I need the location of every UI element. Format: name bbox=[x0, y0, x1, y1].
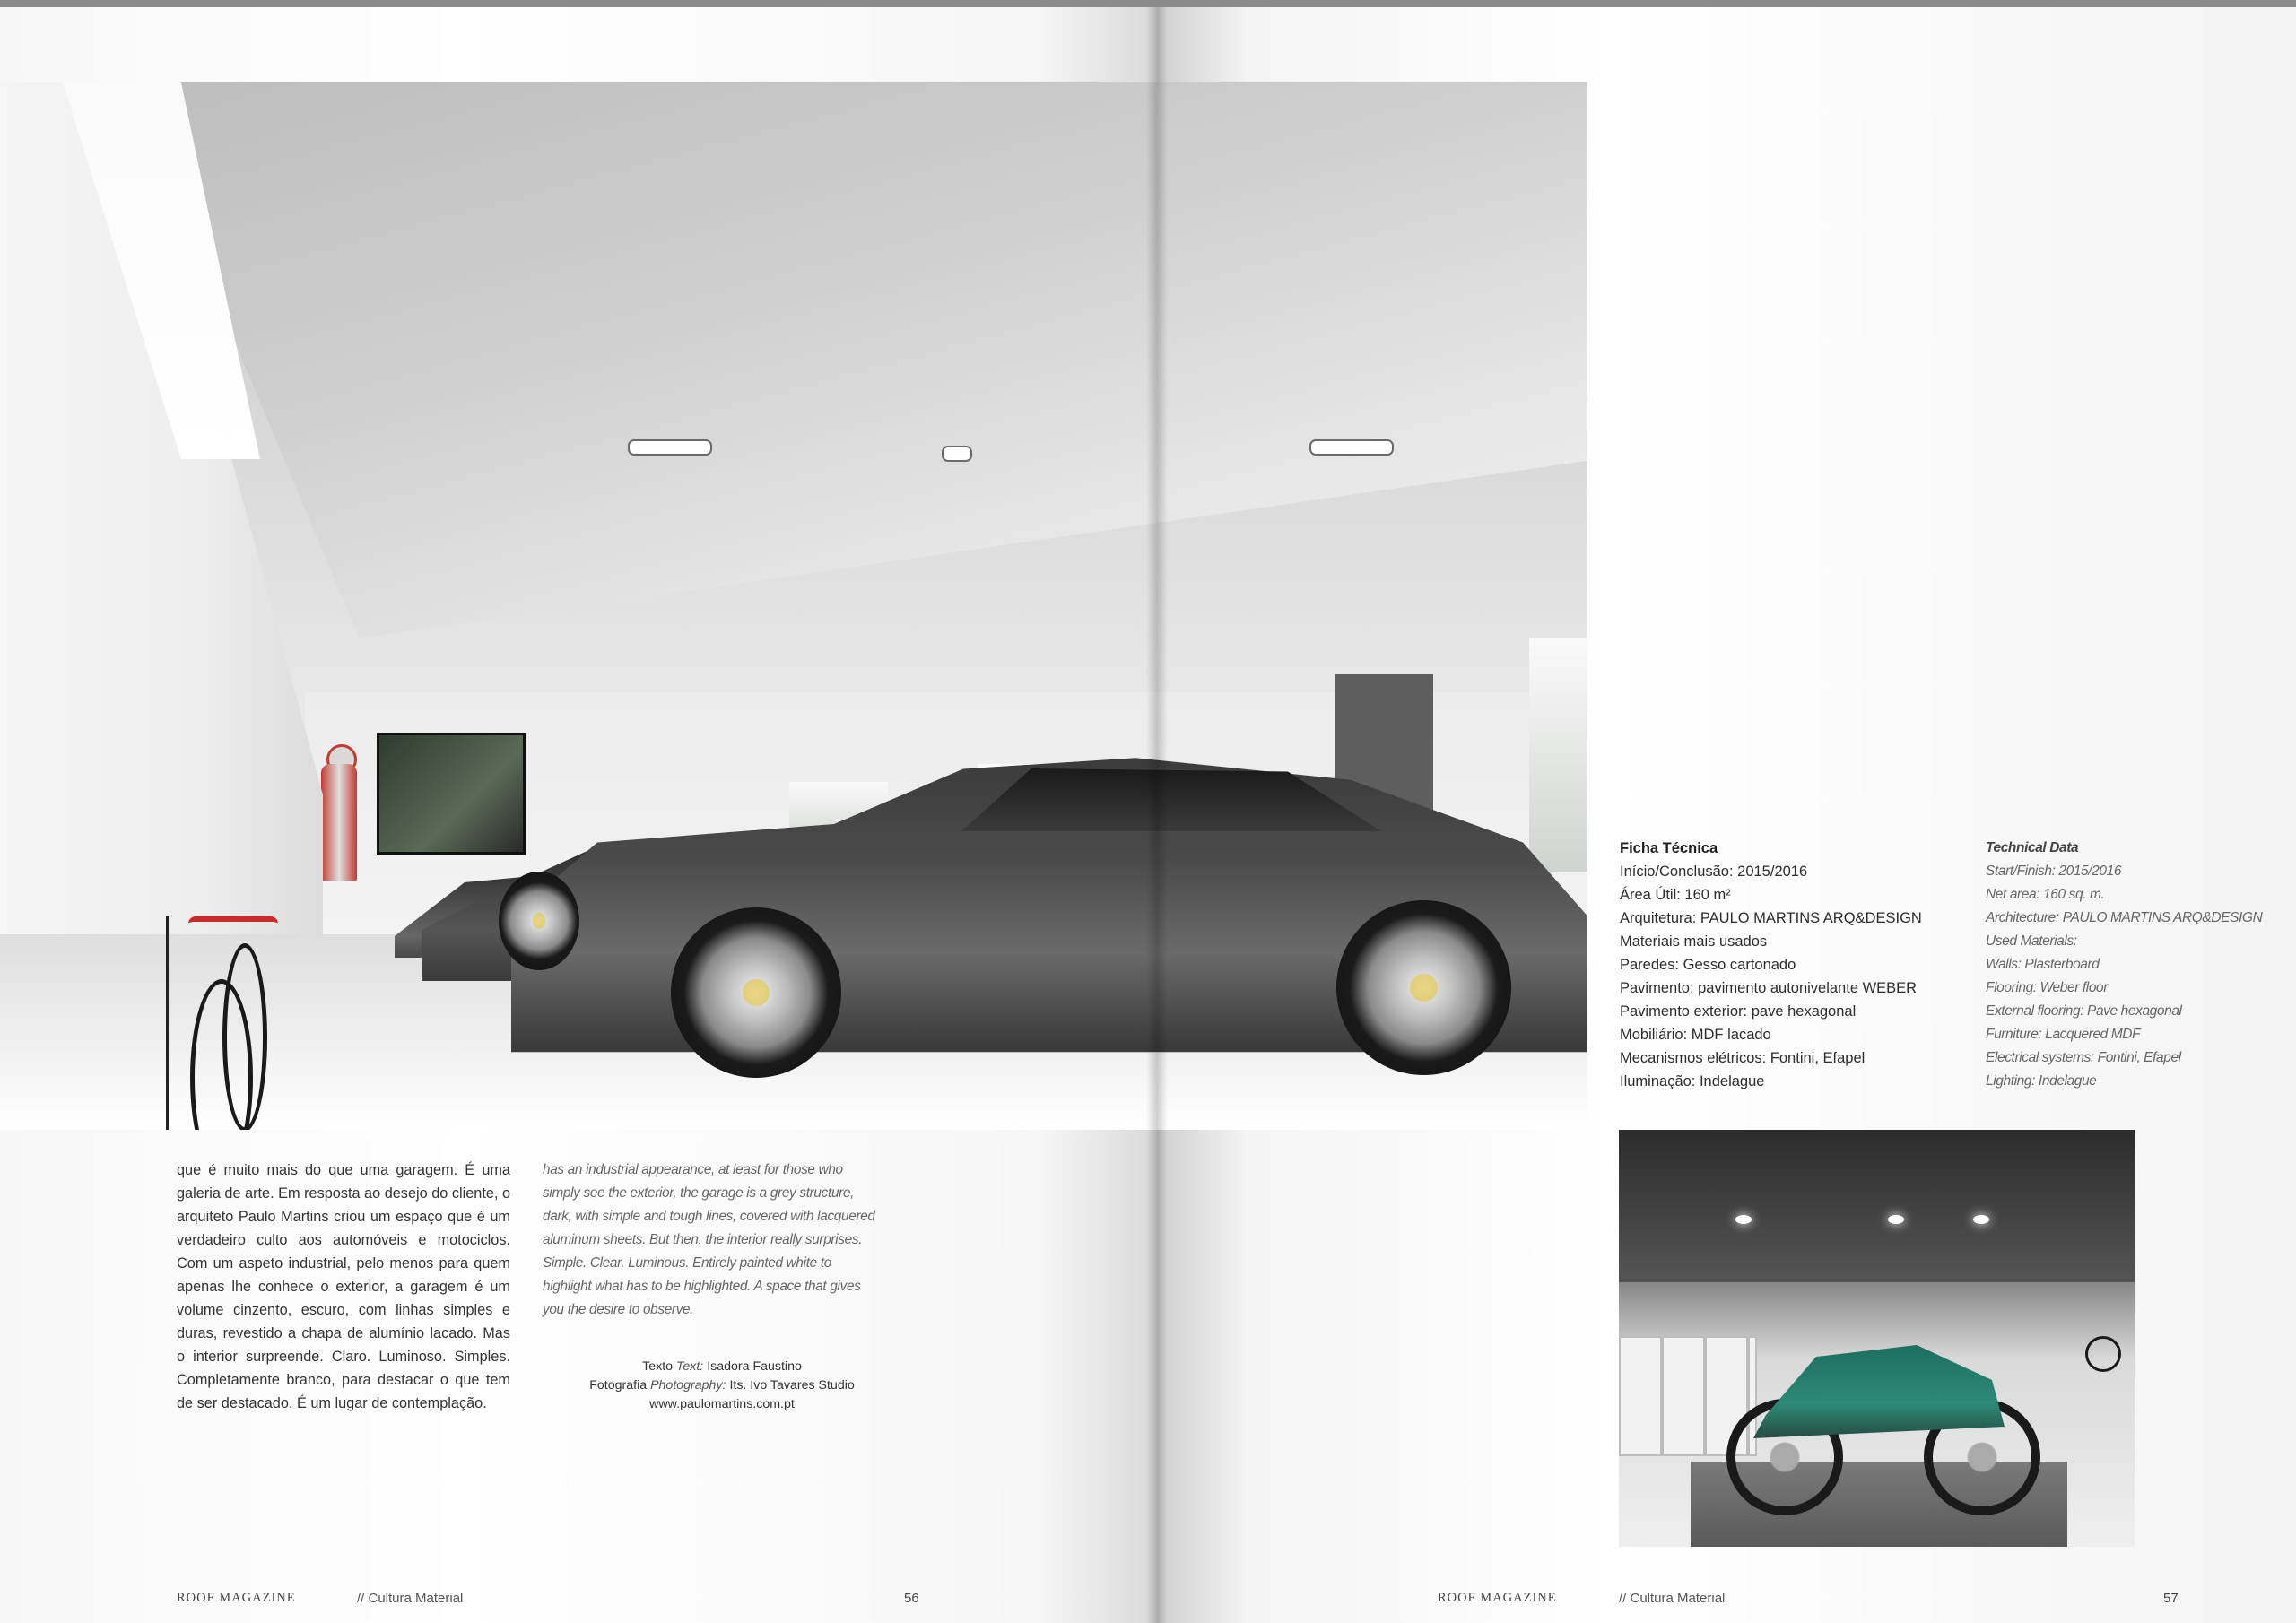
ficha-line: Iluminação: Indelague bbox=[1620, 1073, 1765, 1089]
page-number-right: 57 bbox=[2163, 1591, 2179, 1606]
technical-data-line: Used Materials: bbox=[1986, 933, 2077, 949]
book-gutter bbox=[1146, 7, 1168, 1623]
ceiling-lamp bbox=[1309, 439, 1394, 456]
credit-label: Texto bbox=[642, 1359, 674, 1374]
photo-opening bbox=[1529, 638, 1587, 872]
car-wheel bbox=[1336, 900, 1511, 1075]
ceiling-lamp bbox=[942, 446, 972, 462]
article-body-english: has an industrial appearance, at least for those who simply see the exterior, the garage is a grey structure, dark, with simple and tough lines, covered with lacquered aluminum sheets. But then, the interior really surprises. Simple. Clear. Luminous. Entirely painted white to highlight what has to be highlighted. A space that gives you the desire to observe. bbox=[543, 1162, 875, 1317]
ficha-line: Pavimento: pavimento autonivelante WEBER bbox=[1620, 980, 1918, 996]
technical-data bbox=[1986, 837, 2291, 1093]
ficha-line: Área Útil: 160 m² bbox=[1620, 887, 1731, 903]
photo-framed-picture bbox=[377, 733, 526, 855]
credit-author: Isadora Faustino bbox=[707, 1359, 802, 1374]
page-number-left: 56 bbox=[904, 1591, 919, 1606]
ceiling-spotlight bbox=[1888, 1215, 1904, 1224]
car-wheel bbox=[499, 872, 579, 970]
website-url: www.paulomartins.com.pt bbox=[649, 1397, 795, 1411]
technical-data-title: Technical Data bbox=[1986, 840, 2079, 855]
ficha-line: Paredes: Gesso cartonado bbox=[1620, 957, 1796, 973]
ficha-line: Início/Conclusão: 2015/2016 bbox=[1620, 864, 1808, 880]
section-title-right: // Cultura Material bbox=[1619, 1591, 1726, 1606]
ficha-line: Mobiliário: MDF lacado bbox=[1620, 1027, 1771, 1043]
credits bbox=[543, 1358, 901, 1414]
technical-data-line: Flooring: Weber floor bbox=[1986, 980, 2109, 995]
magazine-name-left: ROOF MAGAZINE bbox=[177, 1591, 296, 1605]
magazine-name-right: ROOF MAGAZINE bbox=[1438, 1591, 1557, 1605]
car-wheel bbox=[671, 907, 841, 1078]
fuel-pump bbox=[321, 764, 357, 881]
ficha-line: Mecanismos elétricos: Fontini, Efapel bbox=[1620, 1050, 1866, 1066]
bicycle-wheel bbox=[2085, 1336, 2121, 1372]
ceiling-lamp bbox=[628, 439, 712, 456]
technical-data-line: Lighting: Indelague bbox=[1986, 1073, 2097, 1089]
photo-ceiling bbox=[126, 82, 1587, 638]
ceiling-spotlight bbox=[1735, 1215, 1752, 1224]
technical-data-line: Architecture: PAULO MARTINS ARQ&DESIGN bbox=[1986, 910, 2263, 925]
ficha-line: Pavimento exterior: pave hexagonal bbox=[1620, 1003, 1857, 1020]
section-title-left: // Cultura Material bbox=[357, 1591, 464, 1606]
technical-data-line: Start/Finish: 2015/2016 bbox=[1986, 864, 2122, 879]
ficha-tecnica bbox=[1620, 837, 1979, 1093]
motorcycle-photo bbox=[1619, 1130, 2135, 1547]
technical-data-line: Walls: Plasterboard bbox=[1986, 957, 2100, 972]
technical-data-line: Net area: 160 sq. m. bbox=[1986, 887, 2105, 902]
ficha-line: Materiais mais usados bbox=[1620, 933, 1768, 950]
credit-label-en: Photography: bbox=[650, 1378, 726, 1393]
article-body-portuguese: que é muito mais do que uma garagem. É uma galeria de arte. Em resposta ao desejo do cliente, o arquiteto Paulo Martins criou um espaço que é um verdadeiro culto aos automóveis e motociclos. Com um aspeto industrial, pelo menos para quem apenas lhe conhece o exterior, a garagem é um volume cinzento, escuro, com linhas simples e duras, revestido a chapa de alumínio lacado. Mas o interior surpreende. Claro. Luminoso. Simples. Completamente branco, para destacar o que tem de ser destacado. É um lugar de contemplação. bbox=[177, 1162, 510, 1411]
credit-author: Its. Ivo Tavares Studio bbox=[729, 1378, 855, 1393]
photo-ceiling bbox=[1619, 1130, 2135, 1282]
credit-label-en: Text: bbox=[676, 1359, 704, 1374]
ceiling-spotlight bbox=[1973, 1215, 1989, 1224]
ficha-title: Ficha Técnica bbox=[1620, 840, 1718, 856]
technical-data-line: Electrical systems: Fontini, Efapel bbox=[1986, 1050, 2181, 1065]
bicycle-stand bbox=[166, 916, 267, 1130]
bicycle-handlebar bbox=[188, 916, 278, 931]
technical-data-line: External flooring: Pave hexagonal bbox=[1986, 1003, 2182, 1019]
text-credit bbox=[543, 1358, 901, 1376]
credit-label: Fotografia bbox=[589, 1378, 648, 1393]
technical-data-line: Furniture: Lacquered MDF bbox=[1986, 1027, 2141, 1042]
photo-credit bbox=[543, 1376, 901, 1395]
ficha-line: Arquitetura: PAULO MARTINS ARQ&DESIGN bbox=[1620, 910, 1922, 926]
top-edge bbox=[0, 0, 2296, 7]
garage-photo bbox=[0, 82, 1587, 1130]
